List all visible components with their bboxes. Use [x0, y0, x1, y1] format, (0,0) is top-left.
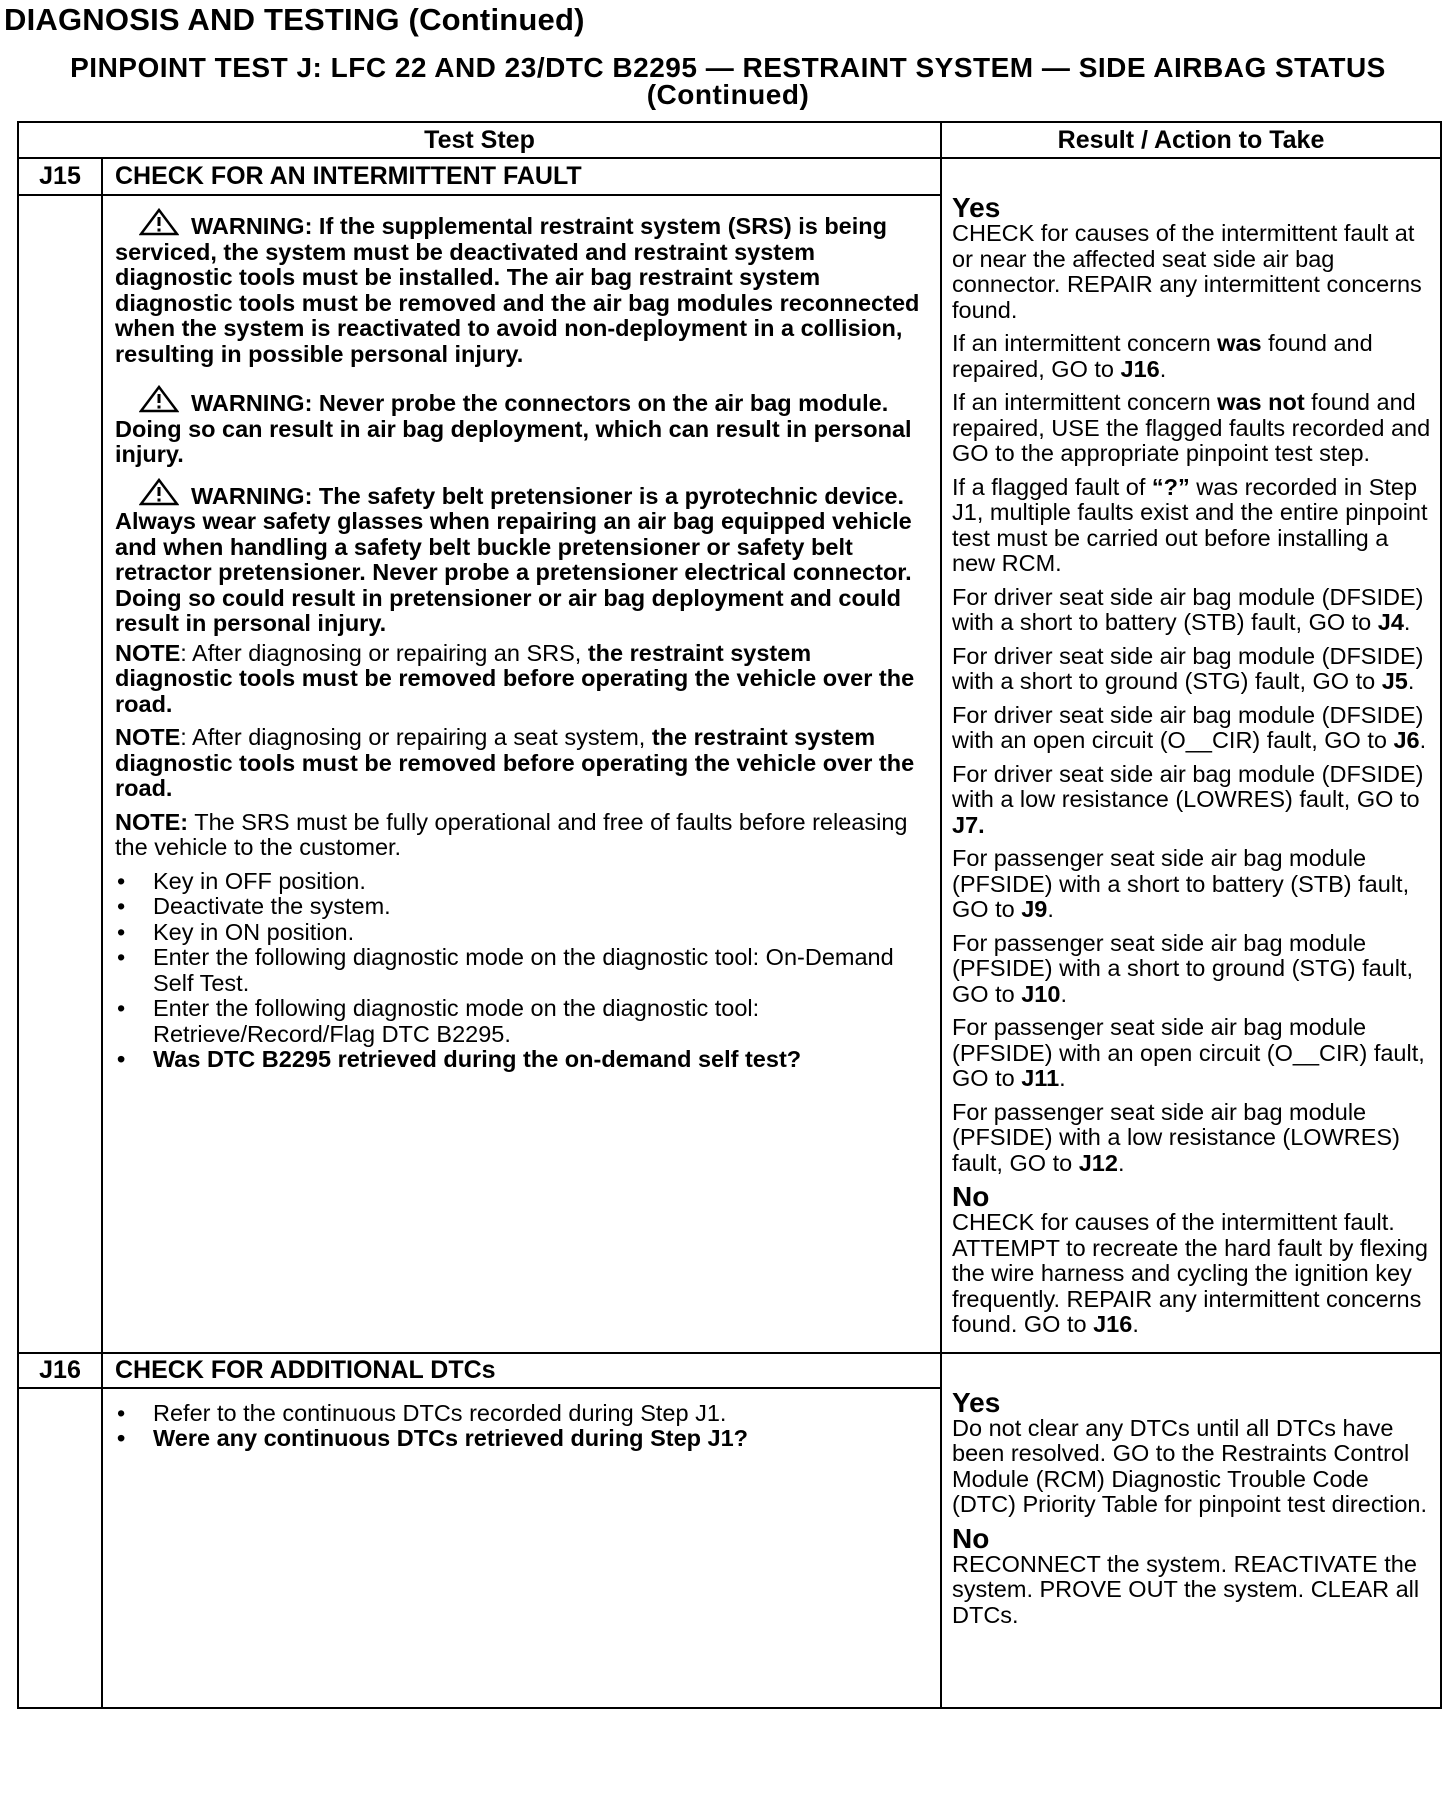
warning-2-text: WARNING: Never probe the connectors on the air bag module. Doing so can result in air bag deployment, which can result in personal injury.: [115, 390, 912, 468]
result-j15-r10: [952, 931, 1436, 1008]
result-j15-r10b: J10: [1021, 980, 1061, 1007]
step-id-j16: J16: [18, 1353, 102, 1388]
note-2: [115, 725, 924, 802]
result-j15-r2a: If an intermittent concern: [952, 330, 1218, 356]
warning-3-text: WARNING: The safety belt pretensioner is a pyrotechnic device. Always wear safety glasses when repairing an air bag equipped vehicle and when handling a safety belt buckle pretensioner or safety belt retractor pretensioner. Never probe a pretensioner electrical connector. Doing so could result in pretensioner or air bag deployment and could result in personal injury.: [115, 482, 912, 637]
result-j15-r12a: For passenger seat side air bag module (PFSIDE) with a low resistance (LOWRES) fault, GO to: [952, 1098, 1400, 1176]
result-j15-r2e: .: [1159, 355, 1167, 382]
note-3: [115, 810, 924, 861]
note-2-bold: the restraint system diagnostic tools must be removed before operating the vehicle over the road.: [115, 724, 915, 802]
page-title: DIAGNOSIS AND TESTING (Continued): [4, 2, 585, 37]
pinpoint-test-title: [0, 54, 1456, 108]
note-2-plain: : After diagnosing or repairing a seat system,: [180, 724, 652, 751]
result-j15-r7b: J6: [1393, 727, 1420, 753]
result-j15-r3c: found and repaired, USE the flagged faults recorded and GO to the appropriate pinpoint test step.: [952, 389, 1431, 466]
result-j15-yes-label: Yes: [952, 192, 1001, 223]
note-1-bold: the restraint system diagnostic tools must be removed before operating the vehicle over the road.: [115, 639, 915, 717]
step-id-j15: J15: [18, 158, 102, 195]
step-title-j15: CHECK FOR AN INTERMITTENT FAULT: [102, 158, 941, 195]
result-j15-r11c: .: [1059, 1065, 1066, 1091]
result-j15-r2d: J16: [1120, 355, 1160, 382]
list-item: [115, 945, 924, 996]
result-j15-r7: [952, 703, 1436, 754]
result-j15-no-label: No: [952, 1181, 990, 1212]
warning-1-text: WARNING: If the supplemental restraint system (SRS) is being serviced, the system must be deactivated and restraint system diagnostic tools must be installed. The air bag restraint system diagnostic tools must be removed and the air bag modules reconnected when the system is reactivated to avoid non-deployment in a collision, resulting in possible personal injury.: [115, 213, 920, 367]
result-j15-r7a: For driver seat side air bag module (DFSIDE) with an open circuit (O__CIR) fault, GO to: [952, 701, 1424, 753]
result-j15-r9c: .: [1047, 896, 1054, 922]
step-list-j16: [115, 1401, 924, 1452]
pinpoint-test-title-line1: PINPOINT TEST J: LFC 22 AND 23/DTC B2295 — RESTRAINT SYSTEM — SIDE AIRBAG STATUS: [70, 52, 1386, 83]
result-j15-r11b: J11: [1021, 1065, 1060, 1091]
result-j15-r6b: J5: [1381, 668, 1408, 694]
header-result: Result / Action to Take: [941, 122, 1441, 158]
list-item-question: [115, 1047, 924, 1073]
warning-2: [115, 385, 924, 468]
result-j15-r9b: J9: [1021, 896, 1048, 922]
result-j16-no-text: RECONNECT the system. REACTIVATE the system. PROVE OUT the system. CLEAR all DTCs.: [952, 1550, 1420, 1628]
step-list-j15: [115, 869, 924, 1073]
list-item: [115, 996, 924, 1047]
result-j15-r6c: .: [1407, 668, 1415, 694]
list-item-text: Key in ON position.: [153, 918, 355, 945]
result-j15-r8a: For driver seat side air bag module (DFSIDE) with a low resistance (LOWRES) fault, GO to: [952, 760, 1424, 812]
bullet-icon: •: [117, 995, 126, 1022]
list-item-text: Enter the following diagnostic mode on the diagnostic tool: Retrieve/Record/Flag DTC B2295.: [153, 995, 760, 1047]
result-j15-r6: [952, 644, 1436, 695]
list-item-text: Key in OFF position.: [153, 867, 366, 894]
warning-triangle-icon: [139, 478, 179, 506]
result-j15-r3a: If an intermittent concern: [952, 389, 1218, 415]
step-id-spacer-j15: [18, 195, 102, 1352]
warning-triangle-icon: [139, 208, 179, 236]
result-j15-r9a: For passenger seat side air bag module (PFSIDE) with a short to battery (STB) fault, GO to: [952, 845, 1410, 922]
bullet-icon: •: [117, 918, 126, 945]
step-row-j15-title: [18, 158, 1441, 195]
result-j15-r10a: For passenger seat side air bag module (PFSIDE) with a short to ground (STG) fault, GO to: [952, 929, 1414, 1007]
step-id-spacer-j16: [18, 1388, 102, 1708]
result-j15-r4a: If a flagged fault of: [952, 473, 1152, 500]
bullet-icon: •: [117, 1425, 126, 1451]
result-j15-r6a: For driver seat side air bag module (DFSIDE) with a short to ground (STG) fault, GO to: [952, 642, 1424, 694]
result-j15-r11: [952, 1015, 1436, 1092]
result-j15-r5c: .: [1403, 609, 1411, 635]
result-j15-r8: [952, 762, 1436, 839]
result-j15-r8b: J7.: [952, 811, 985, 838]
bullet-icon: •: [117, 893, 126, 920]
result-j15-n1a: CHECK for causes of the intermittent fault. ATTEMPT to recreate the hard fault by flexing the wire harness and cycling the ignition key frequently. REPAIR any intermittent concerns found. GO to: [952, 1209, 1428, 1337]
result-j15-r12: [952, 1100, 1436, 1177]
list-item-text: Enter the following diagnostic mode on the diagnostic tool: On-Demand Self Test.: [153, 944, 894, 996]
result-j15-r5a: For driver seat side air bag module (DFSIDE) with a short to battery (STB) fault, GO to: [952, 583, 1424, 635]
result-j16-yes-text: Do not clear any DTCs until all DTCs have been resolved. GO to the Restraints Control Module (RCM) Diagnostic Trouble Code (DTC) Priority Table for pinpoint test direction.: [952, 1414, 1427, 1517]
list-item-text: Were any continuous DTCs retrieved during Step J1?: [153, 1425, 749, 1451]
result-j15-r4c: was recorded in Step J1, multiple faults exist and the entire pinpoint test must be carried out before installing a new RCM.: [952, 473, 1428, 576]
note-1-label: NOTE: [115, 639, 181, 666]
result-j15-r2: [952, 331, 1436, 382]
result-j15-r4b: “?”: [1151, 473, 1190, 500]
result-j15-r12b: J12: [1078, 1149, 1118, 1176]
result-cell-j15: [941, 158, 1441, 1353]
result-j15-r5: [952, 585, 1436, 636]
list-item: [115, 894, 924, 920]
header-test-step: Test Step: [18, 122, 941, 158]
warning-3: [115, 478, 924, 637]
result-j15-r4: [952, 475, 1436, 577]
step-content-j15: [102, 195, 941, 1352]
result-j15-r11a: For passenger seat side air bag module (PFSIDE) with an open circuit (O__CIR) fault, GO to: [952, 1014, 1425, 1091]
bullet-icon: •: [117, 867, 126, 894]
result-j15-r2c: found and repaired, GO to: [952, 330, 1373, 382]
pinpoint-test-title-line2: (Continued): [646, 79, 810, 110]
note-1-plain: : After diagnosing or repairing an SRS,: [180, 639, 588, 666]
result-j15-r10c: .: [1060, 980, 1067, 1007]
list-item-text: Deactivate the system.: [153, 893, 391, 920]
list-item: [115, 869, 924, 895]
result-j15-n1b: J16: [1093, 1311, 1133, 1337]
result-j16-yes-label: Yes: [952, 1386, 1001, 1418]
result-j16: [952, 1386, 1436, 1629]
result-j15-r9: [952, 846, 1436, 923]
result-j15-r3: [952, 390, 1436, 467]
step-row-j16-title: [18, 1353, 1441, 1388]
result-j15-n1c: .: [1132, 1311, 1139, 1337]
list-item-text: Refer to the continuous DTCs recorded during Step J1.: [153, 1399, 727, 1426]
result-j15: [952, 192, 1436, 1338]
bullet-icon: •: [117, 944, 126, 971]
step-content-j16: [102, 1388, 941, 1708]
bullet-icon: •: [117, 1046, 126, 1073]
bullet-icon: •: [117, 1399, 126, 1426]
result-j15-r5b: J4: [1377, 609, 1404, 635]
result-j15-no-text: [952, 1210, 1436, 1338]
note-1: [115, 641, 924, 718]
pinpoint-test-table: [17, 121, 1442, 1709]
warning-1: [115, 208, 924, 367]
step-title-j16: CHECK FOR ADDITIONAL DTCs: [102, 1353, 941, 1388]
list-item: [115, 920, 924, 946]
result-j15-yes-text: CHECK for causes of the intermittent fault at or near the affected seat side air bag connector. REPAIR any intermittent concerns found.: [952, 220, 1422, 323]
warning-triangle-icon: [139, 385, 179, 413]
result-j15-r12c: .: [1117, 1149, 1125, 1176]
result-j15-r7c: .: [1419, 727, 1427, 753]
list-item: [115, 1401, 924, 1427]
note-3-label: NOTE:: [115, 808, 189, 835]
list-item-text: Was DTC B2295 retrieved during the on-demand self test?: [153, 1046, 802, 1073]
note-2-label: NOTE: [115, 724, 181, 751]
result-j15-r3b: was not: [1217, 389, 1305, 415]
list-item-question: [115, 1426, 924, 1452]
table-header-row: [18, 122, 1441, 158]
note-3-plain: The SRS must be fully operational and free of faults before releasing the vehicle to the customer.: [115, 808, 908, 861]
result-j16-no-label: No: [952, 1522, 990, 1554]
result-j15-r2b: was: [1217, 330, 1262, 356]
result-cell-j16: [941, 1353, 1441, 1708]
